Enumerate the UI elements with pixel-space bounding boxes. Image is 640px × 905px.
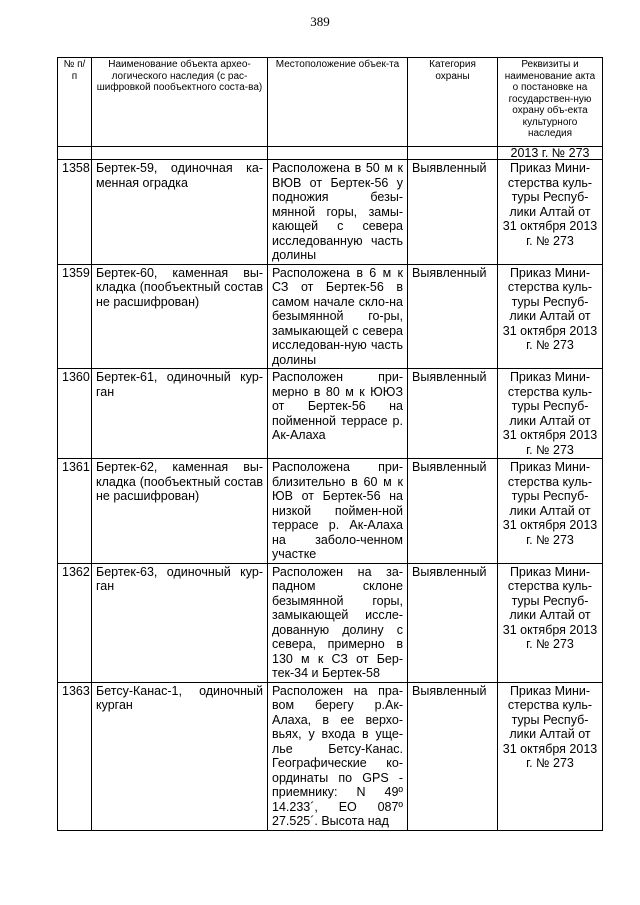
table-row [58,682,603,830]
location-cell: Расположен на пра-вом берегу р.Ак-Алаха, в ее верхо-вьях, у входа в уще-лье Бетсу-Канас. Географические ко-ординаты по GPS - приемнику: N 49º 14.233´, EO 087º 27.525´. Высота над [268,682,408,830]
header-location: Местоположение объек-та [268,58,408,147]
act-cell: Приказ Мини-стерства куль-туры Респуб-лики Алтай от 31 октября 2013 г. № 273 [498,160,603,265]
row-number: 1360 [58,369,92,459]
object-name-cell: Бертек-63, одиночный кур-ган [92,563,268,682]
act-cell: Приказ Мини-стерства куль-туры Респуб-лики Алтай от 31 октября 2013 г. № 273 [498,264,603,369]
row-number: 1363 [58,682,92,830]
table-row [58,160,603,265]
row-number: 1362 [58,563,92,682]
category-cell: Выявленный [408,563,498,682]
page-number: 389 [310,14,330,29]
continuation-row [58,147,603,160]
object-name-cell: Бертек-62, каменная вы-кладка (пообъектный состав не расшифрован) [92,459,268,564]
category-cell: Выявленный [408,264,498,369]
category-cell: Выявленный [408,369,498,459]
category-cell: Выявленный [408,160,498,265]
header-act: Реквизиты и наименование акта о постановке на государствен-ную охрану объ-екта культурного наследия [498,58,603,147]
category-cell: Выявленный [408,459,498,564]
table-row [58,369,603,459]
object-name-cell: Бертек-59, одиночная ка-менная оградка [92,160,268,265]
act-cell: Приказ Мини-стерства куль-туры Респуб-лики Алтай от 31 октября 2013 г. № 273 [498,459,603,564]
object-name-cell: Бетсу-Канас-1, одиночный курган [92,682,268,830]
location-cell: Расположена в 6 м к СЗ от Бертек-56 в самом начале скло-на безымянной го-ры, замыкающей с севера исследован-ную часть долины [268,264,408,369]
header-object-name: Наименование объекта архео-логического наследия (с рас-шифровкой пообъектного соста-ва) [92,58,268,147]
table-header [58,58,603,147]
row-number: 1358 [58,160,92,265]
act-cell: Приказ Мини-стерства куль-туры Респуб-лики Алтай от 31 октября 2013 г. № 273 [498,369,603,459]
table-row [58,459,603,564]
location-cell: Расположен при-мерно в 80 м к ЮЮЗ от Бертек-56 на пойменной террасе р. Ак-Алаха [268,369,408,459]
location-cell: Расположена при-близительно в 60 м к ЮВ от Бертек-56 на низкой поймен-ной террасе р. Ак-Алаха на заболо-ченном участке [268,459,408,564]
object-name-cell: Бертек-60, каменная вы-кладка (пообъектный состав не расшифрован) [92,264,268,369]
act-cell: Приказ Мини-стерства куль-туры Респуб-лики Алтай от 31 октября 2013 г. № 273 [498,563,603,682]
table-row [58,563,603,682]
row-number: 1361 [58,459,92,564]
header-number: № п/п [58,58,92,147]
table-row [58,264,603,369]
continuation-act-cell: 2013 г. № 273 [498,147,603,160]
location-cell: Расположен на за-падном склоне безымянной горы, замыкающей иссле-дованную долину с севера, примерно в 130 м к СЗ от Бер-тек-34 и Бертек-58 [268,563,408,682]
row-number: 1359 [58,264,92,369]
location-cell: Расположена в 50 м к ВЮВ от Бертек-56 у подножия безы-мянной горы, замы-кающей с севера исследованную часть долины [268,160,408,265]
header-category: Категория охраны [408,58,498,147]
heritage-registry-table [57,57,603,831]
act-cell: Приказ Мини-стерства куль-туры Респуб-лики Алтай от 31 октября 2013 г. № 273 [498,682,603,830]
category-cell: Выявленный [408,682,498,830]
object-name-cell: Бертек-61, одиночный кур-ган [92,369,268,459]
